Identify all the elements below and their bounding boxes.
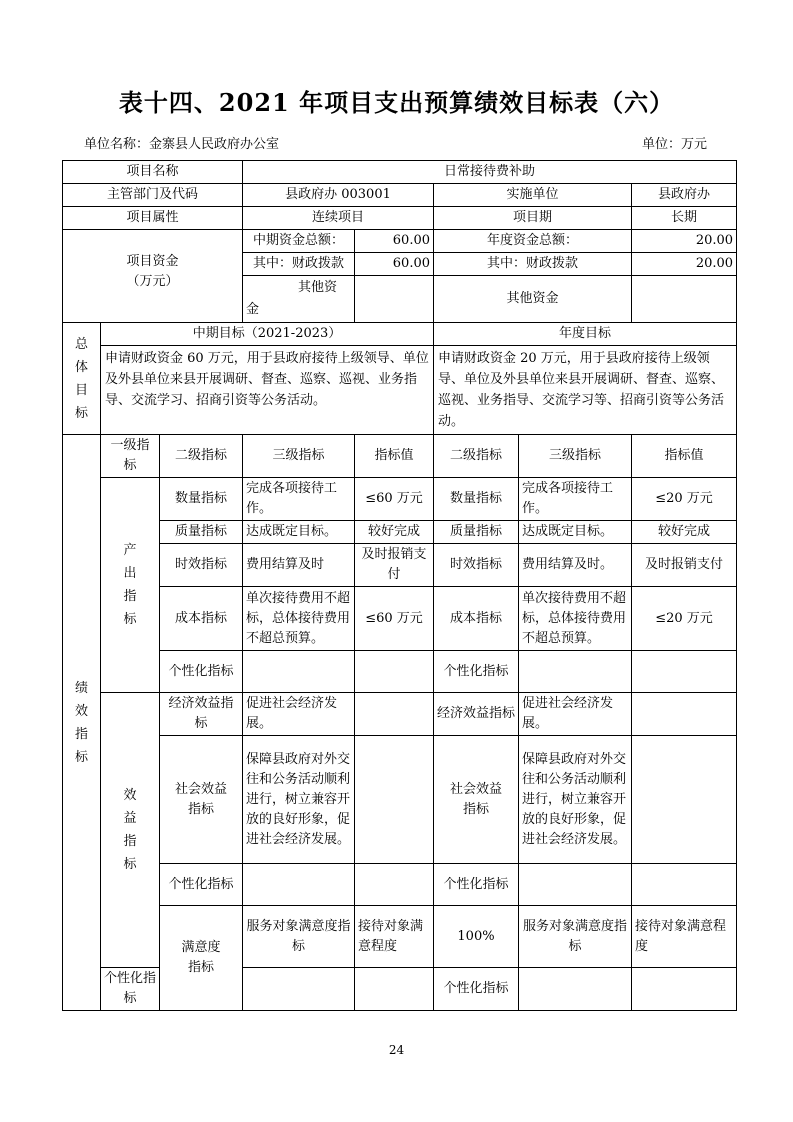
satisfaction-label-line2: 指标 bbox=[187, 960, 214, 975]
funds-label-line2: （万元） bbox=[126, 274, 179, 289]
cost-year-label: 成本指标 bbox=[434, 587, 519, 651]
effect-char: 标 bbox=[123, 857, 137, 872]
level1-header bbox=[101, 435, 160, 478]
service-year-desc: 接待对象满意程度 bbox=[632, 906, 737, 968]
mid-goal-text: 申请财政资金 60 万元，用于县政府接待上级领导、单位及外县单位来县开展调研、督查、巡察、巡视、业务指导、交流学习、招商引资等公务活动。 bbox=[101, 346, 434, 435]
year-goal-header: 年度目标 bbox=[434, 323, 737, 346]
custom-sat-year-label: 个性化指标 bbox=[434, 968, 519, 1011]
custom-sat-mid-value bbox=[355, 968, 434, 1011]
satisfaction-indicators-label bbox=[160, 906, 243, 1011]
quality-mid-value: 较好完成 bbox=[355, 521, 434, 544]
service-label: 服务对象满意度指标 bbox=[243, 906, 355, 968]
timeliness-mid-value: 及时报销支付 bbox=[355, 544, 434, 587]
level1-header-line2: 标 bbox=[123, 458, 137, 473]
quantity-label: 数量指标 bbox=[160, 478, 243, 521]
timeliness-year-desc: 费用结算及时。 bbox=[519, 544, 632, 587]
mid-total-label: 中期资金总额： bbox=[243, 230, 355, 253]
mid-other-funds-label bbox=[243, 276, 355, 323]
performance-target-table bbox=[62, 160, 737, 1011]
quality-year-desc: 达成既定目标。 bbox=[519, 521, 632, 544]
goals-char: 总 bbox=[74, 336, 88, 352]
custom-output-year-value bbox=[632, 651, 737, 693]
custom-effect-year-value bbox=[632, 864, 737, 906]
period-value: 长期 bbox=[632, 207, 737, 230]
quantity-year-value: ≤20 万元 bbox=[632, 478, 737, 521]
perf-char: 绩 bbox=[74, 680, 88, 696]
social-mid-desc: 保障县政府对外交往和公务活动顺利进行，树立兼容开放的良好形象，促进社会经济发展。 bbox=[243, 736, 355, 864]
level1-header-line1: 一级指 bbox=[110, 438, 150, 453]
economic-mid-desc: 促进社会经济发展。 bbox=[243, 693, 355, 736]
custom-sat-label: 个性化指标 bbox=[101, 968, 160, 1011]
quality-year-value: 较好完成 bbox=[632, 521, 737, 544]
timeliness-year-label: 时效指标 bbox=[434, 544, 519, 587]
custom-output-label: 个性化指标 bbox=[160, 651, 243, 693]
timeliness-mid-desc: 费用结算及时 bbox=[243, 544, 355, 587]
output-char: 标 bbox=[123, 612, 137, 627]
unit-name-label: 单位名称：金寨县人民政府办公室 bbox=[84, 137, 280, 152]
impl-label: 实施单位 bbox=[434, 184, 632, 207]
custom-effect-mid-desc bbox=[243, 864, 355, 906]
goals-char: 目 bbox=[74, 382, 88, 398]
mid-total-value: 60.00 bbox=[355, 230, 434, 253]
year-other-funds-label: 其他资金 bbox=[434, 276, 632, 323]
quantity-year-desc: 完成各项接待工作。 bbox=[519, 478, 632, 521]
social-year-label-line1: 社会效益 bbox=[449, 781, 502, 797]
economic-year-desc: 促进社会经济发展。 bbox=[519, 693, 632, 736]
year-level3-header: 三级指标 bbox=[519, 435, 632, 478]
custom-effect-label: 个性化指标 bbox=[160, 864, 243, 906]
funds-label-line1: 项目资金 bbox=[126, 254, 179, 269]
cost-year-value: ≤20 万元 bbox=[632, 587, 737, 651]
satisfaction-label-line1: 满意度 bbox=[181, 940, 221, 955]
service-year-label: 服务对象满意度指标 bbox=[519, 906, 632, 968]
perf-char: 标 bbox=[74, 749, 88, 765]
mid-fiscal-label: 其中：财政拨款 bbox=[243, 253, 355, 276]
output-char: 产 bbox=[123, 543, 137, 558]
custom-effect-year-desc bbox=[519, 864, 632, 906]
mid-level2-header: 二级指标 bbox=[160, 435, 243, 478]
economic-mid-value bbox=[355, 693, 434, 736]
custom-output-mid-value bbox=[355, 651, 434, 693]
year-fiscal-label: 其中：财政拨款 bbox=[434, 253, 632, 276]
service-mid-value: 100% bbox=[434, 906, 519, 968]
dept-value: 县政府办 003001 bbox=[243, 184, 434, 207]
social-year-value bbox=[632, 736, 737, 864]
effect-char: 效 bbox=[123, 788, 137, 803]
goals-char: 标 bbox=[74, 405, 88, 421]
effect-char: 指 bbox=[123, 834, 137, 849]
mid-other-funds-value bbox=[355, 276, 434, 323]
cost-mid-desc: 单次接待费用不超标，总体接待费用不超总预算。 bbox=[243, 587, 355, 651]
perf-indicators-label bbox=[63, 435, 101, 1011]
social-label-line2: 指标 bbox=[187, 801, 214, 817]
funds-label bbox=[63, 230, 243, 323]
custom-sat-year-desc bbox=[519, 968, 632, 1011]
custom-output-mid-desc bbox=[243, 651, 355, 693]
unit-label: 单位：万元 bbox=[642, 137, 708, 152]
custom-output-year-desc bbox=[519, 651, 632, 693]
project-name-value: 日常接待费补助 bbox=[243, 161, 737, 184]
mid-fiscal-value: 60.00 bbox=[355, 253, 434, 276]
year-level2-header: 二级指标 bbox=[434, 435, 519, 478]
effect-char: 益 bbox=[123, 811, 137, 826]
social-year-label-line2: 指标 bbox=[462, 801, 489, 817]
mid-goal-header: 中期目标（2021-2023） bbox=[101, 323, 434, 346]
custom-sat-year-value bbox=[632, 968, 737, 1011]
cost-mid-value: ≤60 万元 bbox=[355, 587, 434, 651]
social-label bbox=[160, 736, 243, 864]
year-other-funds-value bbox=[632, 276, 737, 323]
quality-mid-desc: 达成既定目标。 bbox=[243, 521, 355, 544]
dept-label: 主管部门及代码 bbox=[63, 184, 243, 207]
period-label: 项目期 bbox=[434, 207, 632, 230]
mid-level3-header: 三级指标 bbox=[243, 435, 355, 478]
year-total-value: 20.00 bbox=[632, 230, 737, 253]
cost-year-desc: 单次接待费用不超标，总体接待费用不超总预算。 bbox=[519, 587, 632, 651]
mid-value-header: 指标值 bbox=[355, 435, 434, 478]
goals-char: 体 bbox=[74, 359, 88, 375]
perf-char: 指 bbox=[74, 726, 88, 742]
timeliness-label: 时效指标 bbox=[160, 544, 243, 587]
year-fiscal-value: 20.00 bbox=[632, 253, 737, 276]
quality-label: 质量指标 bbox=[160, 521, 243, 544]
attr-value: 连续项目 bbox=[243, 207, 434, 230]
social-mid-value bbox=[355, 736, 434, 864]
custom-effect-year-label: 个性化指标 bbox=[434, 864, 519, 906]
output-char: 出 bbox=[123, 566, 137, 581]
year-goal-text: 申请财政资金 20 万元，用于县政府接待上级领导、单位及外县单位来县开展调研、督查、巡察、巡视、业务指导、交流学习等、招商引资等公务活动。 bbox=[434, 346, 737, 435]
service-mid-desc: 接待对象满意程度 bbox=[355, 906, 434, 968]
custom-sat-mid-desc bbox=[243, 968, 355, 1011]
page-title: 表十四、2021 年项目支出预算绩效目标表（六） bbox=[118, 88, 675, 117]
social-label-line1: 社会效益 bbox=[174, 781, 227, 797]
economic-label: 经济效益指标 bbox=[160, 693, 243, 736]
economic-year-label: 经济效益指标 bbox=[434, 693, 519, 736]
attr-label: 项目属性 bbox=[63, 207, 243, 230]
page-number: 24 bbox=[388, 1043, 405, 1057]
effect-indicators-label bbox=[101, 693, 160, 968]
social-year-desc: 保障县政府对外交往和公务活动顺利进行，树立兼容开放的良好形象，促进社会经济发展。 bbox=[519, 736, 632, 864]
quality-year-label: 质量指标 bbox=[434, 521, 519, 544]
impl-value: 县政府办 bbox=[632, 184, 737, 207]
year-value-header: 指标值 bbox=[632, 435, 737, 478]
mid-other-funds-line2: 金 bbox=[246, 302, 260, 317]
economic-year-value bbox=[632, 693, 737, 736]
project-name-label: 项目名称 bbox=[63, 161, 243, 184]
output-char: 指 bbox=[123, 589, 137, 604]
perf-char: 效 bbox=[74, 703, 88, 719]
quantity-mid-value: ≤60 万元 bbox=[355, 478, 434, 521]
custom-output-year-label: 个性化指标 bbox=[434, 651, 519, 693]
social-year-label bbox=[434, 736, 519, 864]
output-indicators-label bbox=[101, 478, 160, 693]
custom-effect-mid-value bbox=[355, 864, 434, 906]
quantity-year-label: 数量指标 bbox=[434, 478, 519, 521]
overall-goals-label bbox=[63, 323, 101, 435]
quantity-mid-desc: 完成各项接待工作。 bbox=[243, 478, 355, 521]
mid-other-funds-line1: 其他资 bbox=[297, 280, 337, 295]
year-total-label: 年度资金总额： bbox=[434, 230, 632, 253]
timeliness-year-value: 及时报销支付 bbox=[632, 544, 737, 587]
cost-label: 成本指标 bbox=[160, 587, 243, 651]
